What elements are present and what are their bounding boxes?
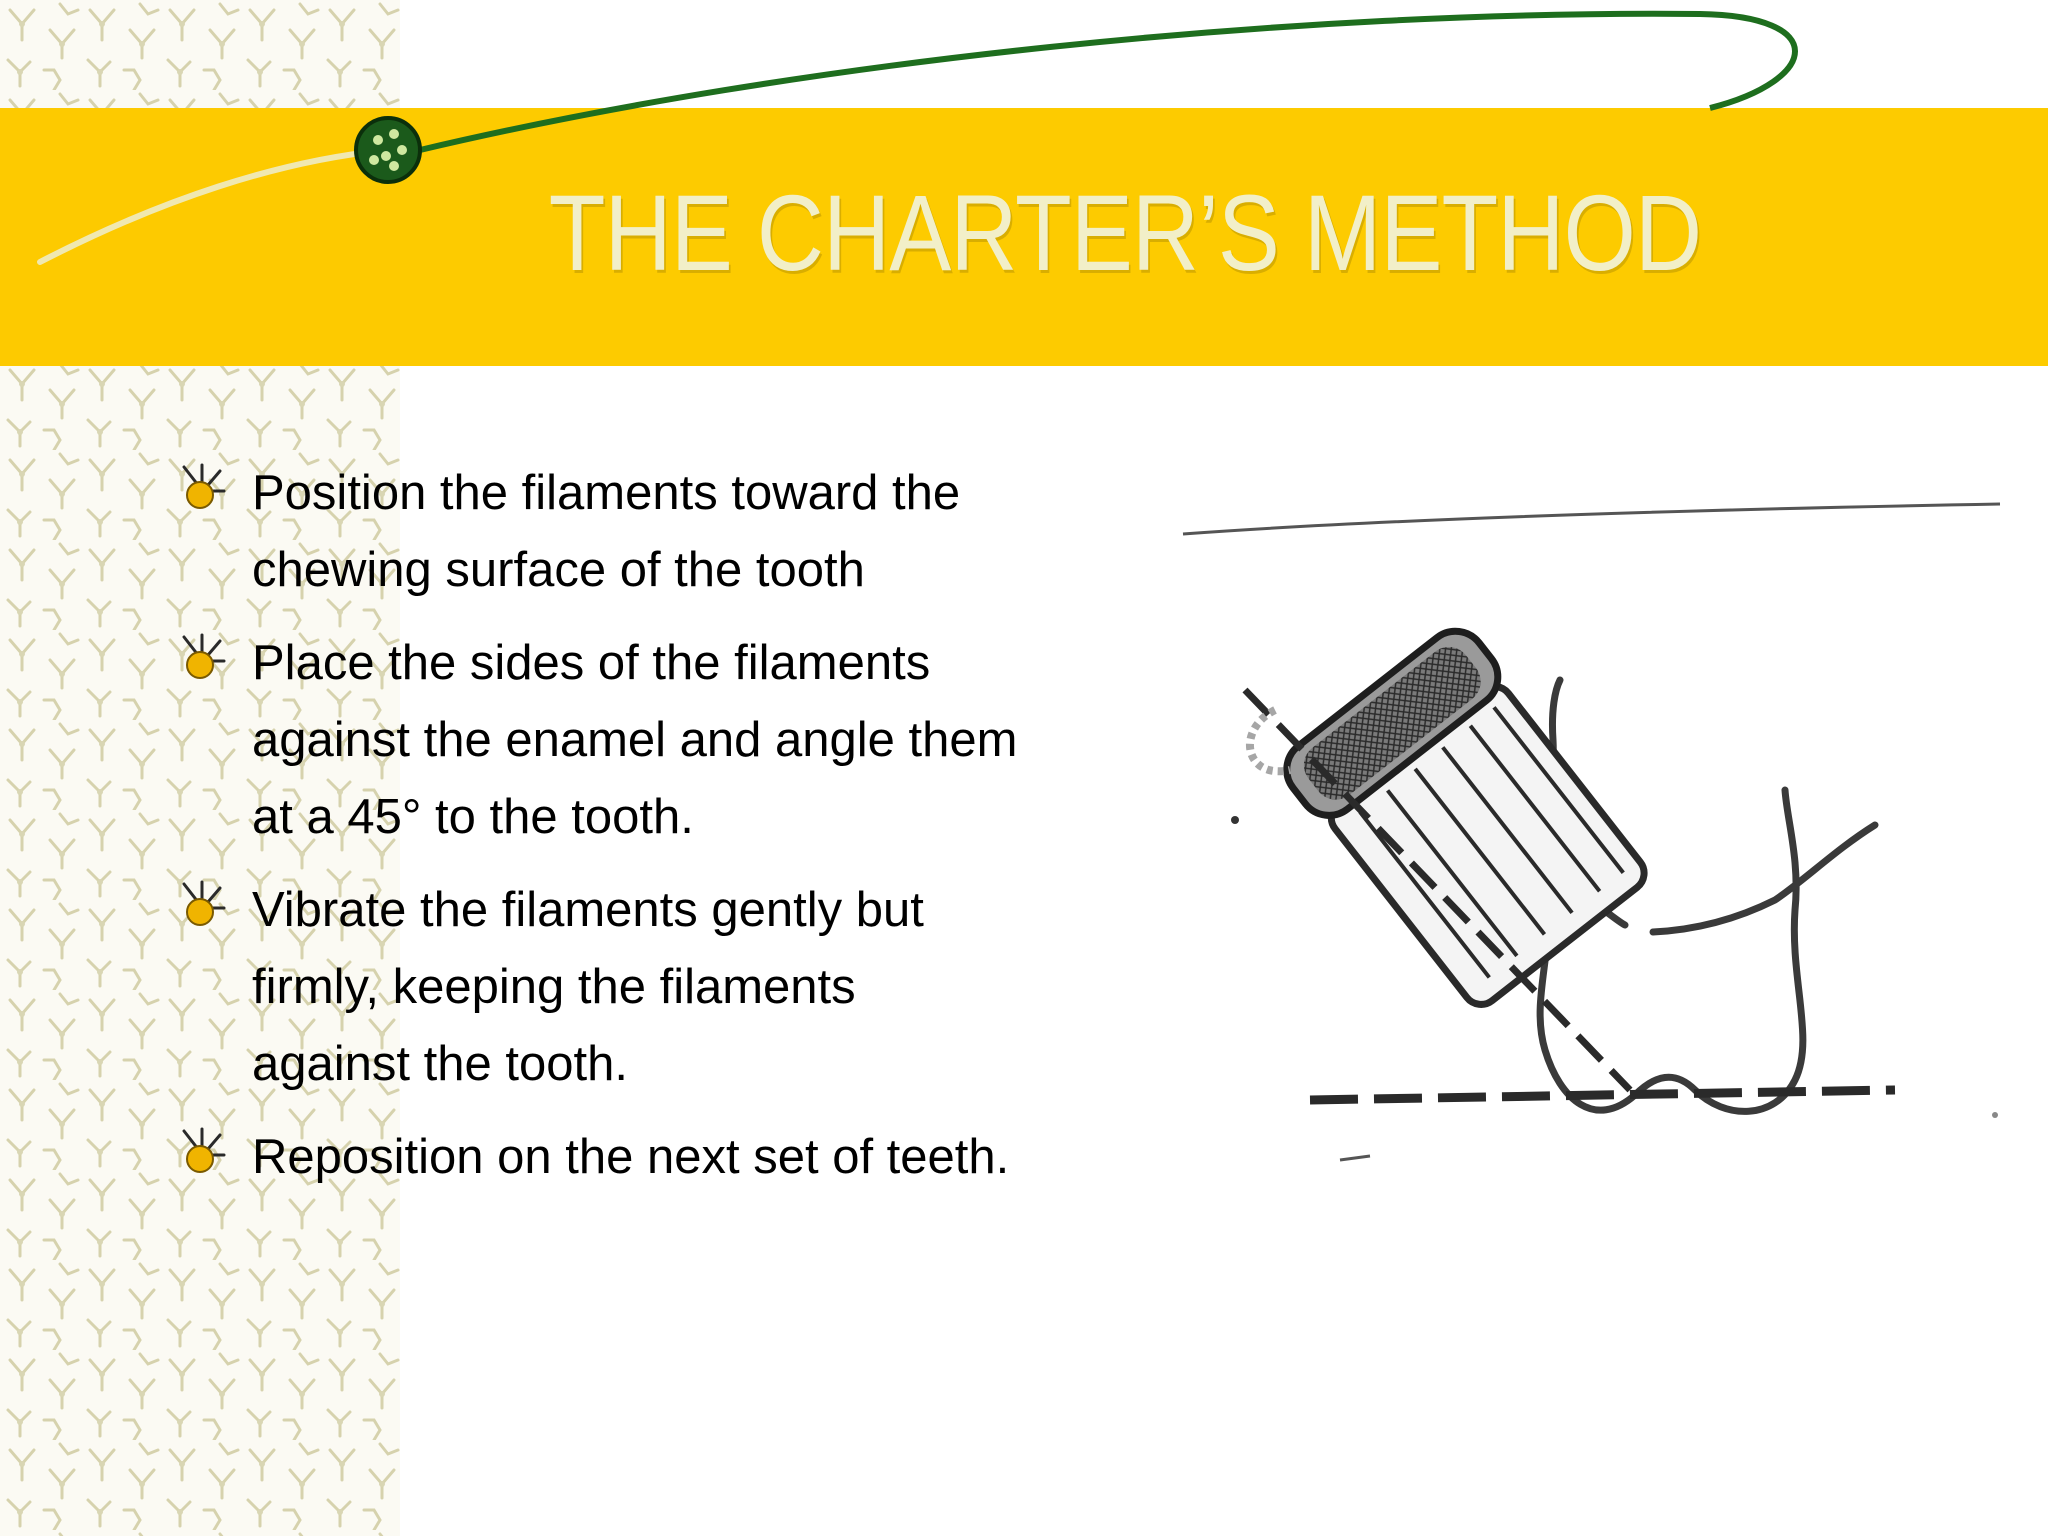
badge-icon — [356, 118, 420, 182]
bullet-text: Reposition on the next set of teeth. — [252, 1130, 1010, 1184]
bullet-item — [176, 872, 1026, 1103]
bullet-list — [176, 455, 1026, 1212]
bullet-item — [176, 625, 1026, 856]
starburst-dot-icon — [176, 633, 228, 685]
bullet-item — [176, 455, 1026, 609]
starburst-dot-icon — [176, 1127, 228, 1179]
starburst-dot-icon — [176, 880, 228, 932]
bullet-text: Position the filaments toward the chewing surface of the tooth — [252, 466, 961, 597]
slide-title: THE CHARTER’S METHOD — [548, 172, 1702, 293]
bullet-text: Vibrate the filaments gently but firmly, keeping the filaments against the tooth. — [252, 883, 924, 1091]
bullet-item — [176, 1119, 1026, 1196]
charter-method-illustration — [1175, 480, 2015, 1200]
starburst-dot-icon — [176, 463, 228, 515]
bullet-text: Place the sides of the filaments against the enamel and angle them at a 45° to the tooth. — [252, 636, 1018, 844]
